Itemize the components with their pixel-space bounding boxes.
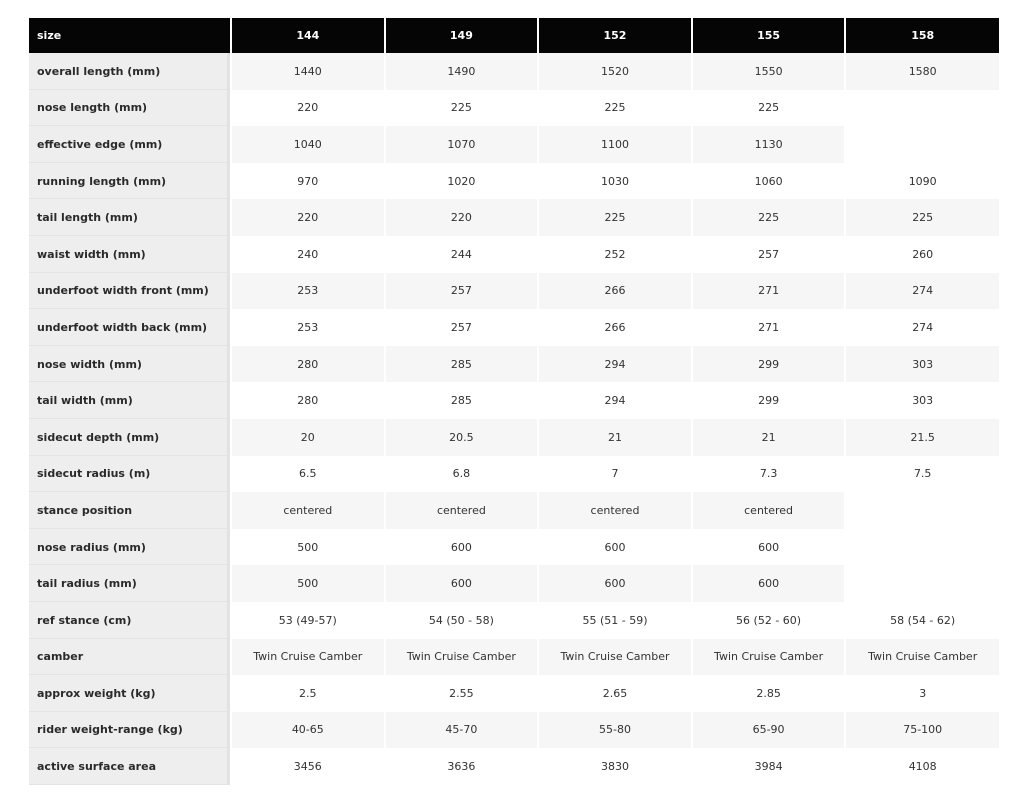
table-cell: 3 [845,675,999,712]
table-cell: 600 [692,529,846,566]
table-row [29,382,999,419]
table-row [29,456,999,493]
table-row [29,199,999,236]
table-cell: 225 [692,90,846,127]
table-cell: 1020 [385,163,539,200]
table-cell: 274 [845,309,999,346]
table-cell: 3984 [692,748,846,785]
table-cell: 6.5 [231,456,385,493]
row-label: running length (mm) [29,163,231,200]
table-cell: 257 [385,309,539,346]
table-cell: 1040 [231,126,385,163]
table-cell: 45-70 [385,712,539,749]
row-label: ref stance (cm) [29,602,231,639]
board-spec-table [29,18,999,785]
table-cell: 220 [231,199,385,236]
header-row [29,18,999,53]
table-cell: 1520 [538,53,692,90]
table-cell: 266 [538,273,692,310]
table-cell: Twin Cruise Camber [385,639,539,676]
spec-table-header [29,18,999,53]
table-row [29,639,999,676]
table-cell: 1100 [538,126,692,163]
table-cell: 271 [692,309,846,346]
table-cell: centered [538,492,692,529]
spec-table-body [29,53,999,785]
table-cell: 225 [538,199,692,236]
table-cell: 1070 [385,126,539,163]
table-cell: 240 [231,236,385,273]
row-label: overall length (mm) [29,53,231,90]
table-cell: 3830 [538,748,692,785]
table-cell: 3636 [385,748,539,785]
table-cell: 600 [385,529,539,566]
table-row [29,273,999,310]
table-cell: 1030 [538,163,692,200]
table-cell: Twin Cruise Camber [692,639,846,676]
row-label: active surface area [29,748,231,785]
table-cell: centered [692,492,846,529]
table-cell: Twin Cruise Camber [845,639,999,676]
row-label: sidecut depth (mm) [29,419,231,456]
table-cell: 225 [385,90,539,127]
row-label: camber [29,639,231,676]
table-cell: 285 [385,382,539,419]
table-cell [845,90,999,127]
row-label: nose radius (mm) [29,529,231,566]
header-size-152: 152 [538,18,692,53]
table-cell: 257 [692,236,846,273]
table-cell: 294 [538,382,692,419]
table-row [29,346,999,383]
table-row [29,748,999,785]
table-cell: 220 [231,90,385,127]
table-cell: 21.5 [845,419,999,456]
row-label: underfoot width front (mm) [29,273,231,310]
row-label: nose width (mm) [29,346,231,383]
table-cell: 299 [692,382,846,419]
table-row [29,163,999,200]
table-cell: 266 [538,309,692,346]
table-cell: 600 [538,565,692,602]
table-cell: centered [385,492,539,529]
table-cell: 285 [385,346,539,383]
table-cell: 2.85 [692,675,846,712]
table-row [29,675,999,712]
table-cell: 600 [385,565,539,602]
row-label: approx weight (kg) [29,675,231,712]
table-cell: 299 [692,346,846,383]
table-cell: 20.5 [385,419,539,456]
table-cell: 1550 [692,53,846,90]
table-cell: 21 [538,419,692,456]
row-label: nose length (mm) [29,90,231,127]
table-row [29,565,999,602]
table-cell: 55-80 [538,712,692,749]
table-cell: 7 [538,456,692,493]
table-row [29,529,999,566]
table-cell: 54 (50 - 58) [385,602,539,639]
table-cell: 2.5 [231,675,385,712]
table-cell: 280 [231,346,385,383]
table-cell: 56 (52 - 60) [692,602,846,639]
table-cell: 500 [231,565,385,602]
table-cell: 225 [845,199,999,236]
table-cell: 257 [385,273,539,310]
table-cell: 274 [845,273,999,310]
table-cell: 3456 [231,748,385,785]
table-cell: 7.3 [692,456,846,493]
row-label: tail width (mm) [29,382,231,419]
table-cell: 1130 [692,126,846,163]
header-size-144: 144 [231,18,385,53]
table-cell: 1060 [692,163,846,200]
table-cell: 280 [231,382,385,419]
table-cell: 244 [385,236,539,273]
table-row [29,53,999,90]
row-label: tail length (mm) [29,199,231,236]
table-cell: 220 [385,199,539,236]
row-label: rider weight-range (kg) [29,712,231,749]
table-row [29,602,999,639]
table-cell: 1490 [385,53,539,90]
table-cell: 1090 [845,163,999,200]
table-cell: 40-65 [231,712,385,749]
table-cell: 303 [845,346,999,383]
table-row [29,126,999,163]
table-cell: 6.8 [385,456,539,493]
row-label: underfoot width back (mm) [29,309,231,346]
row-label: waist width (mm) [29,236,231,273]
table-cell: 1580 [845,53,999,90]
table-row [29,419,999,456]
table-cell: 252 [538,236,692,273]
table-cell: 303 [845,382,999,419]
table-cell: 20 [231,419,385,456]
row-label: sidecut radius (m) [29,456,231,493]
table-cell: 53 (49-57) [231,602,385,639]
table-row [29,712,999,749]
row-label: tail radius (mm) [29,565,231,602]
spec-table-container [29,18,999,785]
table-row [29,309,999,346]
table-cell: 75-100 [845,712,999,749]
table-cell: 225 [692,199,846,236]
table-cell: 2.55 [385,675,539,712]
table-cell [845,492,999,529]
row-label: effective edge (mm) [29,126,231,163]
table-cell: 970 [231,163,385,200]
table-cell: 500 [231,529,385,566]
header-size-149: 149 [385,18,539,53]
table-row [29,236,999,273]
table-row [29,90,999,127]
table-cell: 21 [692,419,846,456]
table-cell [845,126,999,163]
table-cell: 253 [231,273,385,310]
table-cell: 225 [538,90,692,127]
table-cell: Twin Cruise Camber [538,639,692,676]
table-cell: 55 (51 - 59) [538,602,692,639]
table-cell: 600 [692,565,846,602]
table-cell: 65-90 [692,712,846,749]
table-cell: 4108 [845,748,999,785]
row-label: stance position [29,492,231,529]
table-cell: 253 [231,309,385,346]
header-size-158: 158 [845,18,999,53]
table-cell: 600 [538,529,692,566]
table-cell [845,529,999,566]
table-cell [845,565,999,602]
table-cell: centered [231,492,385,529]
table-cell: 2.65 [538,675,692,712]
table-cell: 58 (54 - 62) [845,602,999,639]
header-size-155: 155 [692,18,846,53]
table-row [29,492,999,529]
table-cell: 7.5 [845,456,999,493]
header-size-label: size [29,18,231,53]
table-cell: Twin Cruise Camber [231,639,385,676]
table-cell: 260 [845,236,999,273]
table-cell: 1440 [231,53,385,90]
table-cell: 294 [538,346,692,383]
table-cell: 271 [692,273,846,310]
